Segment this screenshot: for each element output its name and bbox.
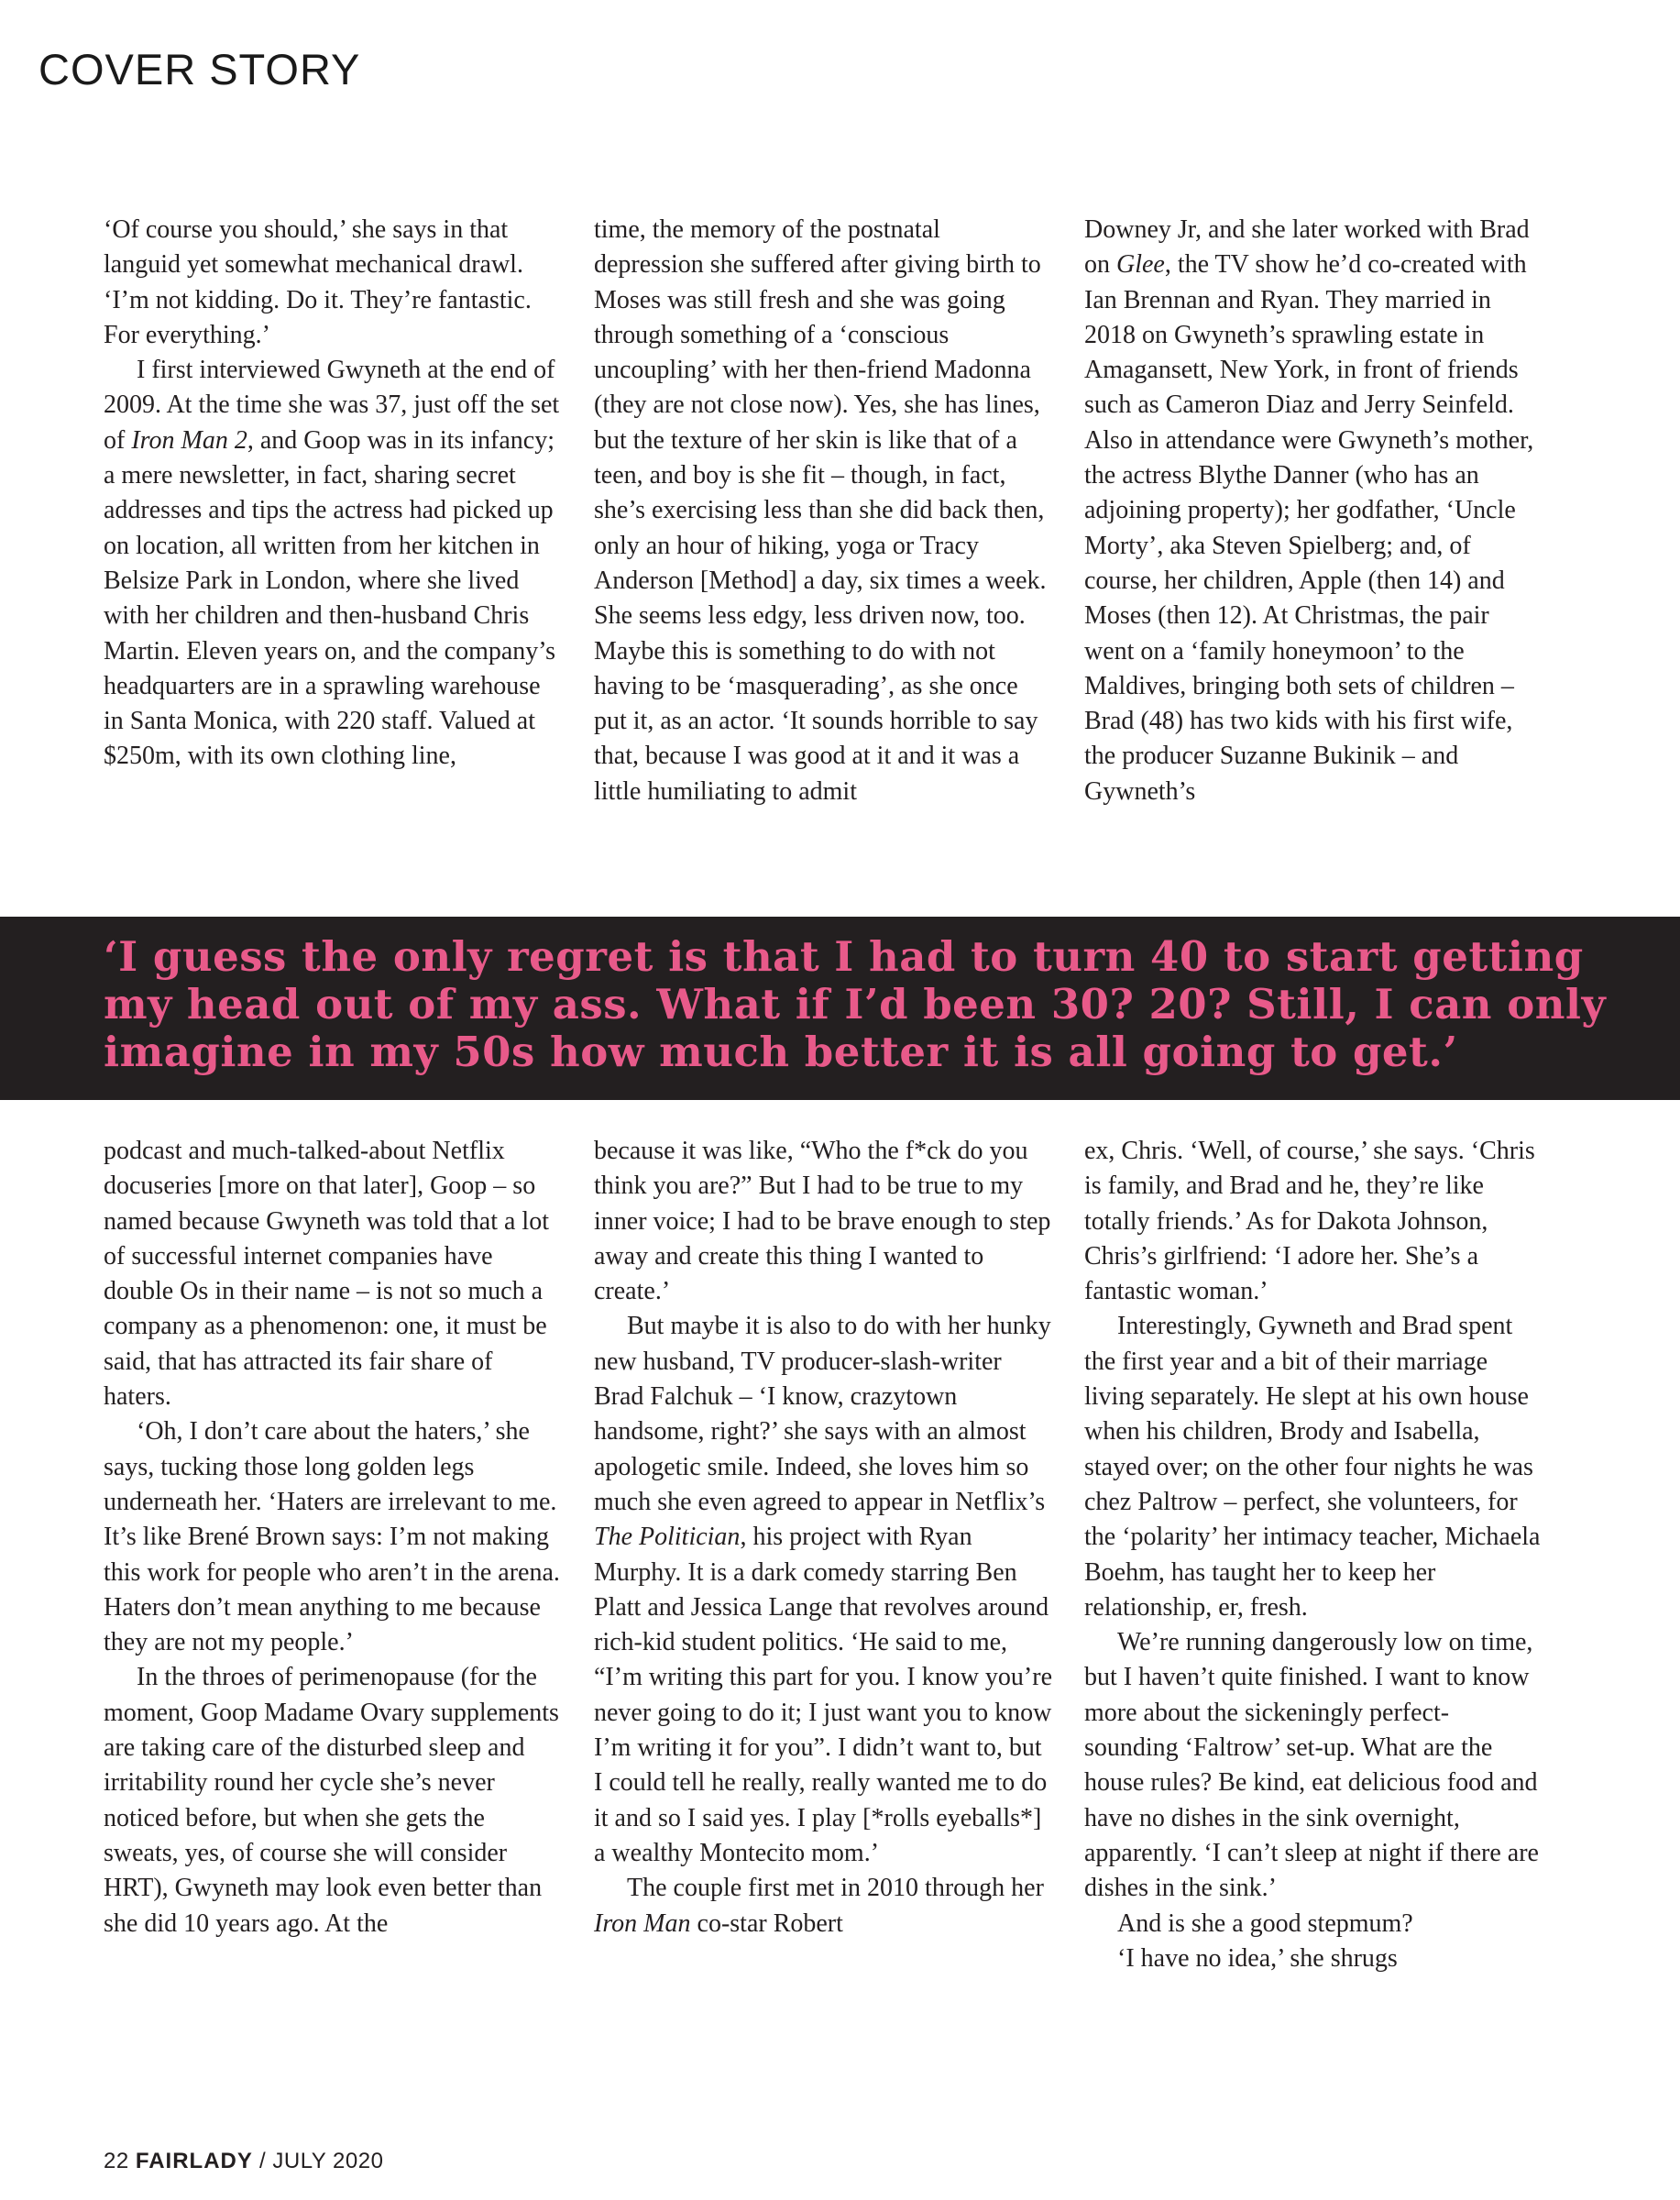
paragraph: ‘Oh, I don’t care about the haters,’ she says, tucking those long golden legs underneath her. ‘Haters are irrelevant to me. It’s like Brené Brown says: I’m not making this work for people who aren’t in the arena. Haters don’t mean anything to me because they are not my people.’ [104, 1417, 560, 1657]
paragraph: Downey Jr, and she later worked with Brad on Glee, the TV show he’d co-created with Ian Brennan and Ryan. They married in 2018 on Gwyneth’s sprawling estate in Amagansett, New York, in front of friends such as Cameron Diaz and Jerry Seinfeld. Also in attendance were Gwyneth’s mother, the actress Blythe Danner (who has an adjoining property); her godfather, ‘Uncle Morty’, aka Steven Spielberg; and, of course, her children, Apple (then 14) and Moses (then 12). At Christmas, the pair went on a ‘family honeymoon’ to the Maldives, bringing both sets of children – Brad (48) has two kids with his first wife, the producer Suzanne Bukinik – and Gywneth’s [1084, 215, 1534, 806]
article-column-2 [594, 213, 1052, 809]
magazine-name: FAIRLADY [135, 2149, 253, 2173]
pull-quote: ‘I guess the only regret is that I had to turn 40 to start getting my head out of my ass. What if I’d been 30? 20? Still, I can only imagine in my 50s how much better it is all going to get.’ [104, 932, 1607, 1076]
paragraph: Interestingly, Gywneth and Brad spent the first year and a bit of their marriage living separately. He slept at his own house when his children, Brody and Isabella, stayed over; on the other four nights he was chez Paltrow – perfect, she volunteers, for the ‘polarity’ her intimacy teacher, Michaela Boehm, has taught her to keep her relationship, er, fresh. [1084, 1312, 1541, 1622]
paragraph: The couple first met in 2010 through her Iron Man co-star Robert [594, 1874, 1044, 1938]
article-column-4 [104, 1134, 562, 1942]
italic-title: Iron Man [594, 1908, 691, 1938]
page-footer [104, 2149, 383, 2174]
paragraph: because it was like, “Who the f*ck do you think you are?” But I had to be true to my inner voice; I had to be brave enough to step away and create this thing I wanted to create.’ [594, 1137, 1051, 1306]
article-column-6 [1084, 1134, 1543, 1976]
article-column-5 [594, 1134, 1052, 1942]
paragraph: We’re running dangerously low on time, but I haven’t quite finished. I want to know more about the sickeningly perfect-sounding ‘Faltrow’ set-up. What are the house rules? Be kind, eat delicious food and have no dishes in the sink overnight, apparently. ‘I can’t sleep at night if there are dishes in the sink.’ [1084, 1628, 1539, 1903]
article-column-1 [104, 213, 562, 775]
paragraph: I first interviewed Gwyneth at the end of 2009. At the time she was 37, just off the set of Iron Man 2, and Goop was in its infancy; a mere newsletter, in fact, sharing secret addresses and tips the actress had picked up on location, all written from her kitchen in Belsize Park in London, where she lived with her children and then-husband Chris Martin. Eleven years on, and the company’s headquarters are in a sprawling warehouse in Santa Monica, with 220 staff. Valued at $250m, with its own clothing line, [104, 356, 560, 771]
paragraph: podcast and much-talked-about Netflix docuseries [more on that later], Goop – so named because Gwyneth was told that a lot of successful internet companies have double Os in their name – is not so much a company as a phenomenon: one, it must be said, that has attracted its fair share of haters. [104, 1137, 549, 1412]
paragraph: In the throes of perimenopause (for the moment, Goop Madame Ovary supplements are taking care of the disturbed sleep and irritability round her cycle she’s never noticed before, but when she gets the sweats, yes, of course she will consider HRT), Gwyneth may look even better than she did 10 years ago. At the [104, 1663, 559, 1938]
paragraph: And is she a good stepmum? [1117, 1908, 1413, 1938]
section-label: COVER STORY [38, 45, 361, 94]
italic-title: Iron Man 2 [131, 425, 247, 455]
paragraph: But maybe it is also to do with her hunky new husband, TV producer-slash-writer Brad Falchuk – ‘I know, crazytown handsome, right?’ she says with an almost apologetic smile. Indeed, she loves him so much she even agreed to appear in Netflix’s The Politician, his project with Ryan Murphy. It is a dark comedy starring Ben Platt and Jessica Lange that revolves around rich-kid student politics. ‘He said to me, “I’m writing this part for you. I know you’re never going to do it; I just want you to know I’m writing it for you”. I didn’t want to, but I could tell he really, really wanted me to do it and so I said yes. I play [*rolls eyeballs*] a wealthy Montecito mom.’ [594, 1312, 1052, 1867]
page-number: 22 [104, 2149, 129, 2173]
italic-title: The Politician [594, 1523, 741, 1552]
italic-title: Glee [1116, 250, 1165, 280]
paragraph: time, the memory of the postnatal depression she suffered after giving birth to Moses was still fresh and she was going through something of a ‘conscious uncoupling’ with her then-friend Madonna (they are not close now). Yes, she has lines, but the texture of her skin is like that of a teen, and boy is she fit – though, in fact, she’s exercising less than she did back then, only an hour of hiking, yoga or Tracy Anderson [Method] a day, six times a week. She seems less edgy, less driven now, too. Maybe this is something to do with not having to be ‘masquerading’, as she once put it, as an actor. ‘It sounds horrible to say that, because I was good at it and it was a little humiliating to admit [594, 215, 1047, 806]
issue-date: / JULY 2020 [259, 2149, 384, 2173]
article-column-3 [1084, 213, 1543, 809]
paragraph: ‘Of course you should,’ she says in that languid yet somewhat mechanical drawl. ‘I’m not kidding. Do it. They’re fantastic. For everything.’ [104, 215, 532, 349]
paragraph: ex, Chris. ‘Well, of course,’ she says. ‘Chris is family, and Brad and he, they’re like totally friends.’ As for Dakota Johnson, Chris’s girlfriend: ‘I adore her. She’s a fantastic woman.’ [1084, 1137, 1535, 1306]
paragraph: ‘I have no idea,’ she shrugs [1117, 1943, 1398, 1973]
